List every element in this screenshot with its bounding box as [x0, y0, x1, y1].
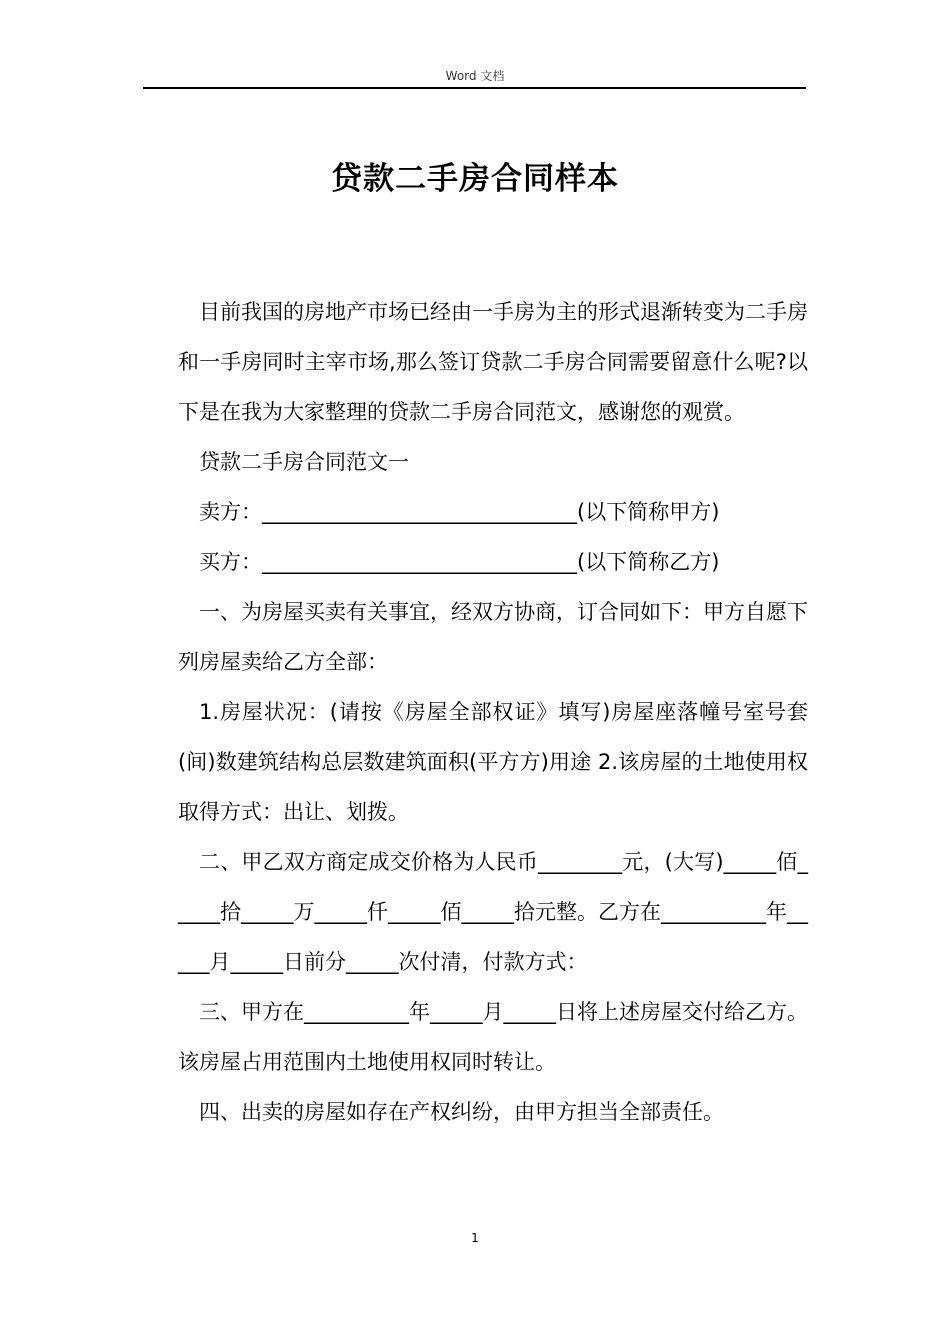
page-number: 1 — [471, 1231, 479, 1245]
intro-paragraph: 目前我国的房地产市场已经由一手房为主的形式退渐转变为二手房和一手房同时主宰市场,那么签订贷款二手房合同需要留意什么呢?以下是在我为大家整理的贷款二手房合同范文，感谢您的观赏。 — [178, 300, 808, 424]
clause-4-disputes: 四、出卖的房屋如存在产权纠纷，由甲方担当全部责任。 — [199, 1100, 724, 1124]
clause-2-price: 二、甲乙双方商定成交价格为人民币________元，(大写)_____佰_____拾_____万_____仟_____佰_____拾元整。乙方在__________年_____月_____日前分_____次付清，付款方式： — [178, 850, 808, 974]
page-header-label: Word 文档 — [445, 69, 505, 83]
clause-1-property-status: 1.房屋状况：(请按《房屋全部权证》填写)房屋座落幢号室号套(间)数建筑结构总层数建筑面积(平方方)用途 2.该房屋的土地使用权取得方式：出让、划拨。 — [178, 700, 808, 824]
buyer-line: 买方：______________________________(以下简称乙方) — [199, 550, 720, 574]
document-title: 贷款二手房合同样本 — [331, 161, 619, 197]
clause-3-delivery: 三、甲方在__________年_____月_____日将上述房屋交付给乙方。该房屋占用范围内土地使用权同时转让。 — [178, 1000, 808, 1074]
header-divider — [143, 87, 806, 89]
clause-1: 一、为房屋买卖有关事宜，经双方协商，订合同如下：甲方自愿下列房屋卖给乙方全部： — [178, 600, 808, 674]
section-heading: 贷款二手房合同范文一 — [199, 450, 409, 474]
seller-line: 卖方：______________________________(以下简称甲方) — [199, 500, 720, 524]
document-body — [178, 287, 808, 1137]
